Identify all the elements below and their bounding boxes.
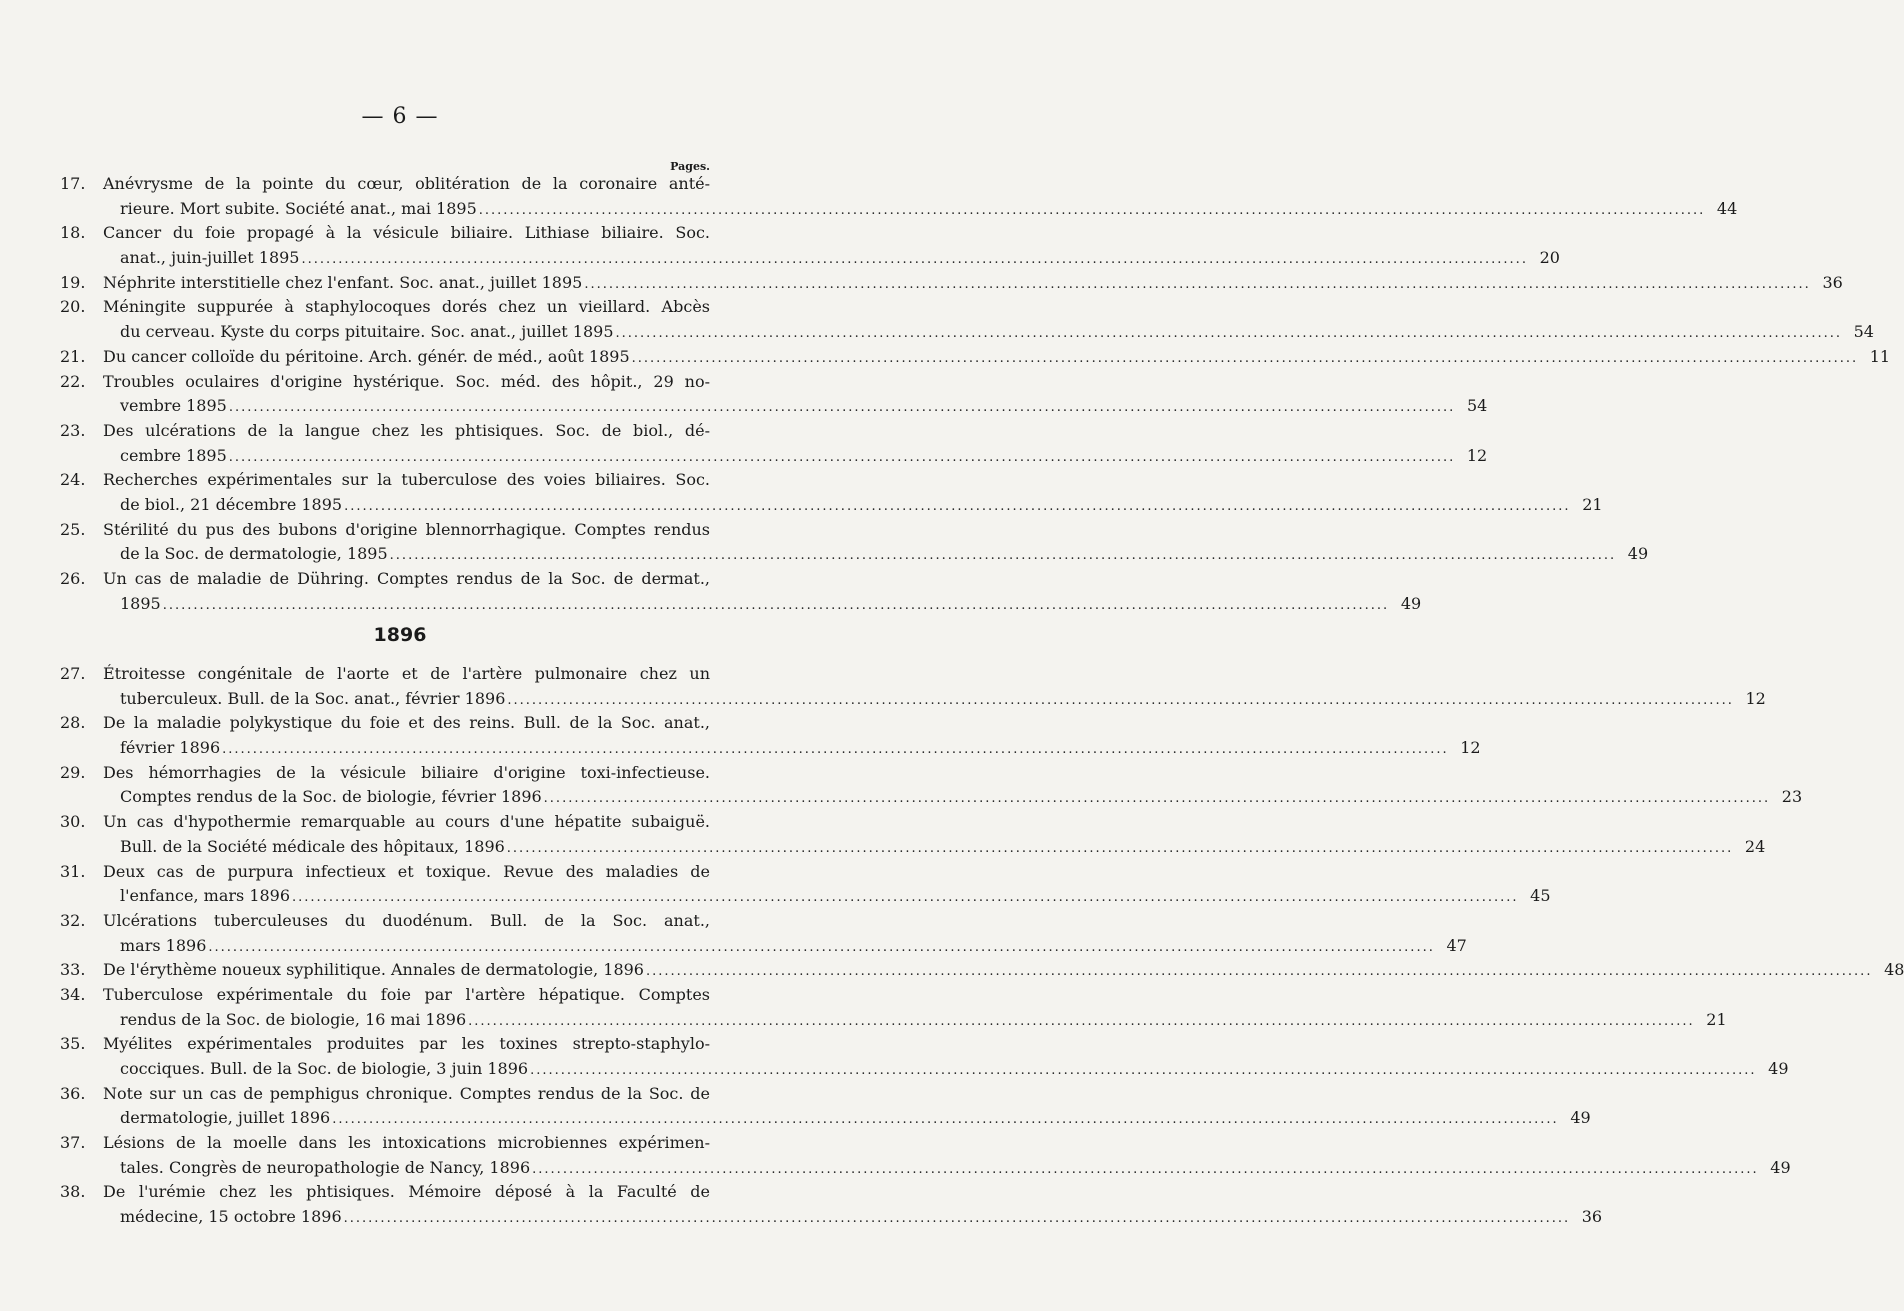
leader-dots: ........................................................................................................................................................................................................	[615, 326, 1842, 342]
entry-text-line: cembre 1895	[120, 445, 227, 465]
bibliography-entry	[60, 345, 1891, 370]
page-reference: 45	[1530, 886, 1551, 906]
entry-number: 27.	[60, 664, 86, 683]
bibliography-entry	[60, 909, 1467, 958]
leader-dots: ........................................................................................................................................................................................................	[507, 692, 1734, 708]
entry-number: 36.	[60, 1083, 86, 1103]
leader-dots: ........................................................................................................................................................................................................	[468, 1013, 1695, 1029]
entry-number: 35.	[60, 1034, 86, 1054]
entry-text-line: Un cas d'hypothermie remarquable au cours d'une hépatite subaiguë.	[103, 812, 710, 832]
entry-text-line: Un cas de maladie de Dühring. Comptes rendus de la Soc. de dermat.,	[103, 569, 710, 588]
entry-number: 18.	[60, 223, 86, 243]
leader-dots: ........................................................................................................................................................................................................	[228, 400, 1456, 416]
entry-number: 26.	[60, 569, 86, 588]
bibliography-entry	[60, 271, 1843, 296]
entry-text-line: Des ulcérations de la langue chez les phtisiques. Soc. de biol., dé-	[103, 420, 710, 440]
entry-text-line: De l'urémie chez les phtisiques. Mémoire déposé à la Faculté de	[103, 1182, 710, 1202]
bibliography-entry	[60, 295, 1874, 344]
entry-number: 38.	[60, 1182, 86, 1202]
entry-number: 24.	[60, 470, 86, 490]
entry-number: 28.	[60, 713, 86, 733]
entry-text-line: Bull. de la Société médicale des hôpitaux, 1896	[120, 836, 505, 856]
entry-text-line: Myélites expérimentales produites par les toxines strepto-staphylo-	[103, 1034, 710, 1054]
bibliography-entry	[60, 172, 1738, 221]
entry-text-line: De la maladie polykystique du foie et des reins. Bull. de la Soc. anat.,	[103, 713, 710, 733]
entry-text-line: février 1896	[120, 738, 221, 758]
bibliography-entry	[60, 468, 1603, 517]
entry-text-line: Lésions de la moelle dans les intoxications microbiennes expérimen-	[103, 1133, 710, 1153]
bibliography-entry	[60, 810, 1766, 859]
leader-dots: ........................................................................................................................................................................................................	[228, 449, 1456, 465]
entry-text-line: Deux cas de purpura infectieux et toxique. Revue des maladies de	[103, 861, 710, 881]
entry-text-line: Néphrite interstitielle chez l'enfant. Soc. anat., juillet 1895	[103, 272, 583, 292]
leader-dots: ........................................................................................................................................................................................................	[584, 276, 1811, 292]
entry-number: 37.	[60, 1133, 86, 1153]
page-reference: 47	[1446, 935, 1467, 955]
page-reference: 44	[1716, 198, 1738, 218]
leader-dots: ........................................................................................................................................................................................................	[478, 202, 1706, 218]
bibliography-entry	[60, 662, 1766, 711]
page-reference: 49	[1570, 1108, 1591, 1128]
bibliography-entry	[60, 958, 1904, 983]
page-number: — 6 —	[361, 104, 439, 129]
entry-text-line: De l'érythème noueux syphilitique. Annales de dermatologie, 1896	[103, 960, 644, 980]
entry-text-line: Troubles oculaires d'origine hystérique. Soc. méd. des hôpit., 29 no-	[103, 371, 710, 391]
bibliography-entry	[60, 1131, 1791, 1180]
entry-text-line: Anévrysme de la pointe du cœur, oblitération de la coronaire anté-	[103, 174, 710, 193]
entry-text-line: de biol., 21 décembre 1895	[120, 494, 343, 514]
bibliography-entry	[60, 860, 1551, 909]
section-heading-1896: 1896	[373, 624, 427, 646]
page-reference: 20	[1539, 248, 1560, 268]
entry-text-line: anat., juin-juillet 1895	[120, 248, 300, 268]
page-reference: 36	[1581, 1207, 1603, 1227]
page-reference: 11	[1869, 346, 1891, 366]
entry-number: 33.	[60, 960, 86, 980]
bibliography-entry	[60, 567, 1422, 616]
bibliography-entry	[60, 518, 1649, 567]
leader-dots: ........................................................................................................................................................................................................	[208, 939, 1435, 955]
entry-number: 17.	[60, 174, 86, 193]
entry-number: 31.	[60, 861, 86, 881]
bibliography-list-1895	[60, 172, 1891, 616]
entry-text-line: médecine, 15 octobre 1896	[120, 1207, 342, 1227]
entry-text-line: cocciques. Bull. de la Soc. de biologie, 3 juin 1896	[120, 1059, 529, 1078]
page-reference: 12	[1745, 688, 1766, 708]
leader-dots: ........................................................................................................................................................................................................	[343, 1211, 1571, 1227]
bibliography-list-1896	[60, 662, 1904, 1230]
page-reference: 12	[1466, 445, 1488, 465]
bibliography-entry	[60, 983, 1727, 1032]
leader-dots: ........................................................................................................................................................................................................	[162, 597, 1390, 613]
bibliography-entry	[60, 1180, 1603, 1229]
page-reference: 49	[1768, 1059, 1789, 1078]
leader-dots: ........................................................................................................................................................................................................	[532, 1161, 1759, 1177]
leader-dots: ........................................................................................................................................................................................................	[222, 742, 1449, 758]
bibliography-entry	[60, 221, 1560, 270]
entry-text-line: Recherches expérimentales sur la tuberculose des voies biliaires. Soc.	[103, 470, 710, 490]
page-reference: 48	[1884, 960, 1904, 980]
leader-dots: ........................................................................................................................................................................................................	[332, 1112, 1559, 1128]
entry-text-line: Étroitesse congénitale de l'aorte et de l'artère pulmonaire chez un	[103, 664, 710, 683]
entry-text-line: rieure. Mort subite. Société anat., mai 1895	[120, 198, 477, 218]
entry-number: 22.	[60, 371, 86, 391]
leader-dots: ........................................................................................................................................................................................................	[292, 890, 1519, 906]
entry-number: 21.	[60, 346, 86, 366]
entry-text-line: 1895	[120, 593, 161, 613]
page-reference: 49	[1400, 593, 1422, 613]
entry-text-line: vembre 1895	[120, 396, 227, 416]
leader-dots: ........................................................................................................................................................................................................	[344, 498, 1571, 514]
entry-text-line: Comptes rendus de la Soc. de biologie, février 1896	[120, 787, 542, 807]
page-reference: 21	[1706, 1009, 1727, 1029]
entry-text-line: Note sur un cas de pemphigus chronique. Comptes rendus de la Soc. de	[103, 1083, 710, 1103]
entry-number: 25.	[60, 519, 86, 539]
entry-number: 29.	[60, 762, 86, 782]
bibliography-entry	[60, 1082, 1591, 1131]
entry-number: 19.	[60, 272, 86, 292]
page-reference: 21	[1582, 494, 1603, 514]
leader-dots: ........................................................................................................................................................................................................	[631, 350, 1859, 366]
pages-column-label: Pages.	[670, 160, 710, 173]
page-reference: 24	[1744, 836, 1766, 856]
entry-text-line: l'enfance, mars 1896	[120, 886, 291, 906]
entry-text-line: dermatologie, juillet 1896	[120, 1108, 331, 1128]
entry-number: 23.	[60, 420, 86, 440]
entry-text-line: Tuberculose expérimentale du foie par l'artère hépatique. Comptes	[103, 984, 710, 1004]
entry-text-line: Stérilité du pus des bubons d'origine blennorrhagique. Comptes rendus	[103, 519, 710, 539]
entry-number: 34.	[60, 984, 86, 1004]
entry-text-line: Cancer du foie propagé à la vésicule biliaire. Lithiase biliaire. Soc.	[103, 223, 710, 243]
entry-text-line: rendus de la Soc. de biologie, 16 mai 1896	[120, 1009, 467, 1029]
entry-text-line: tuberculeux. Bull. de la Soc. anat., février 1896	[120, 688, 506, 708]
entry-text-line: Ulcérations tuberculeuses du duodénum. Bull. de la Soc. anat.,	[103, 910, 710, 930]
entry-number: 30.	[60, 812, 86, 832]
page-reference: 49	[1627, 544, 1649, 564]
entry-text-line: Des hémorrhagies de la vésicule biliaire d'origine toxi-infectieuse.	[103, 762, 710, 782]
bibliography-entry	[60, 370, 1488, 419]
bibliography-entry	[60, 761, 1803, 810]
leader-dots: ........................................................................................................................................................................................................	[506, 840, 1734, 856]
page-reference: 54	[1466, 396, 1488, 416]
entry-text-line: du cerveau. Kyste du corps pituitaire. Soc. anat., juillet 1895	[120, 322, 614, 342]
page-reference: 23	[1781, 787, 1803, 807]
bibliography-entry	[60, 419, 1488, 468]
entry-text-line: de la Soc. de dermatologie, 1895	[120, 544, 388, 564]
page-reference: 54	[1853, 322, 1874, 342]
bibliography-entry	[60, 711, 1481, 760]
entry-number: 20.	[60, 297, 86, 317]
entry-text-line: Du cancer colloïde du péritoine. Arch. génér. de méd., août 1895	[103, 346, 630, 366]
entry-text-line: Méningite suppurée à staphylocoques dorés chez un vieillard. Abcès	[103, 297, 710, 317]
leader-dots: ........................................................................................................................................................................................................	[301, 252, 1528, 268]
entry-number: 32.	[60, 910, 86, 930]
page-reference: 36	[1822, 272, 1843, 292]
leader-dots: ........................................................................................................................................................................................................	[645, 964, 1873, 980]
leader-dots: ........................................................................................................................................................................................................	[389, 548, 1617, 564]
entry-text-line: mars 1896	[120, 935, 207, 955]
page-reference: 49	[1770, 1157, 1791, 1177]
bibliography-entry	[60, 1032, 1789, 1081]
leader-dots: ........................................................................................................................................................................................................	[543, 791, 1771, 807]
entry-text-line: tales. Congrès de neuropathologie de Nancy, 1896	[120, 1157, 531, 1177]
leader-dots: ........................................................................................................................................................................................................	[530, 1063, 1757, 1078]
page-reference: 12	[1460, 738, 1481, 758]
